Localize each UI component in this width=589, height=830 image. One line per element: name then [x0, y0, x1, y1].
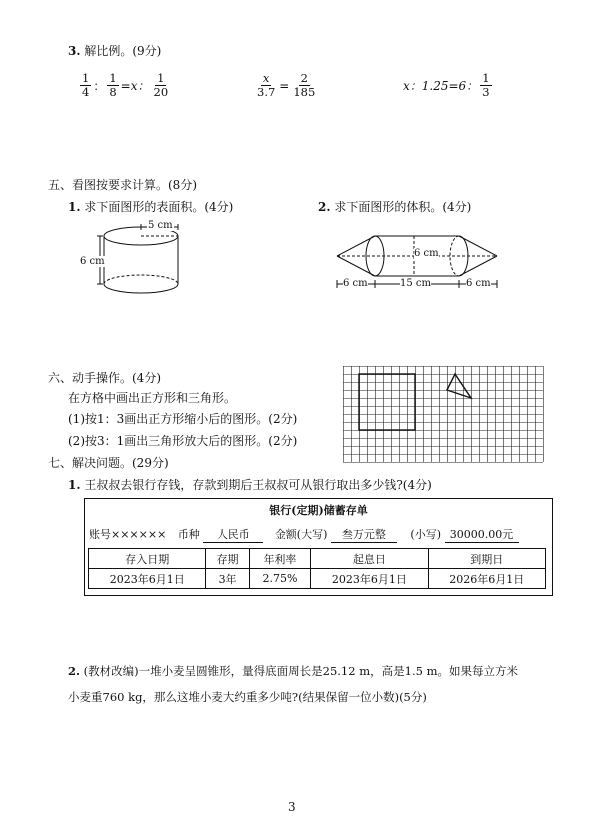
- section7-problem1: [68, 476, 432, 493]
- q3-title: 解比例。(9分): [84, 44, 162, 58]
- equation-text: x：1.25=6：: [403, 79, 479, 94]
- table-cell: 2023年6月1日: [89, 569, 206, 589]
- deposit-receipt: [84, 498, 553, 596]
- table-header: 起息日: [311, 549, 428, 569]
- problem-text: 王叔叔去银行存钱，存款到期后王叔叔可从银行取出多少钱?(4分): [84, 478, 432, 492]
- proportion-equation-2: [255, 72, 317, 99]
- problem-text: (教材改编)一堆小麦呈圆锥形，量得底面周长是25.12 m，高是1.5 m。如果每立方米: [83, 664, 518, 678]
- table-row: [89, 569, 546, 589]
- denominator: 3.7: [257, 85, 276, 100]
- fraction: [255, 72, 277, 99]
- problem-label: 2.: [318, 200, 331, 214]
- numerator: 1: [82, 71, 90, 85]
- q3-heading: [68, 42, 161, 59]
- small-amount-value: 30000.00元: [445, 526, 519, 543]
- section7-problem2-line2: 小麦重760 kg，那么这堆小麦大约重多少吨?(结果保留一位小数)(5分): [68, 690, 427, 704]
- problem-label: 1.: [68, 200, 81, 214]
- receipt-info-line: [89, 526, 519, 543]
- equals-sign: =: [279, 78, 290, 93]
- amount-label: 金额(大写): [274, 528, 328, 541]
- receipt-table: [88, 548, 546, 589]
- ratio-colon: ：: [93, 79, 106, 94]
- problem-text: 求下面图形的体积。(4分): [334, 200, 472, 214]
- denominator: 4: [82, 85, 90, 100]
- section7-problem2-line1: [68, 663, 518, 679]
- numerator: 1: [109, 71, 117, 85]
- table-header: 存入日期: [89, 549, 206, 569]
- table-cell: 2023年6月1日: [311, 569, 428, 589]
- dim-height-label: 6 cm: [414, 248, 439, 259]
- q3-label: 3.: [68, 44, 81, 58]
- dim-right-label: 6 cm: [466, 278, 491, 289]
- numerator: 1: [482, 71, 490, 85]
- fraction: [152, 72, 171, 99]
- numerator: 1: [157, 71, 165, 85]
- equation-mid: =x：: [120, 79, 150, 94]
- section7-title: 七、解决问题。(29分): [48, 456, 169, 470]
- table-cell: 2026年6月1日: [428, 569, 545, 589]
- table-header: 年利率: [249, 549, 310, 569]
- dim-height-label: 6 cm: [80, 256, 105, 267]
- section6-intro: 在方格中画出正方形和三角形。: [68, 391, 237, 405]
- receipt-title: 银行(定期)储蓄存单: [269, 504, 368, 517]
- section5-problem1: [68, 198, 233, 215]
- currency-label: 币种: [177, 528, 200, 541]
- fraction: [480, 72, 491, 99]
- grid-paper: [343, 366, 547, 463]
- denominator: 185: [293, 85, 316, 100]
- table-header: 到期日: [428, 549, 545, 569]
- fraction: [291, 72, 317, 99]
- denominator: 20: [153, 85, 169, 100]
- dim-mid-label: 15 cm: [400, 278, 431, 289]
- section6-item1: (1)按1：3画出正方形缩小后的图形。(2分): [68, 412, 298, 426]
- account-label: 账号××××××: [89, 528, 167, 541]
- table-cell: 2.75%: [249, 569, 310, 589]
- section5-problem2: [318, 198, 471, 215]
- section5-title: 五、看图按要求计算。(8分): [48, 178, 197, 192]
- numerator: x: [262, 71, 270, 85]
- small-amount-label: (小写): [410, 528, 441, 541]
- problem-label: 2.: [68, 664, 81, 678]
- page-number: 3: [288, 800, 296, 814]
- section6-item2: (2)按3：1画出三角形放大后的图形。(2分): [68, 434, 298, 448]
- table-cell: 3年: [206, 569, 249, 589]
- numerator: 2: [300, 71, 308, 85]
- fraction: [107, 72, 118, 99]
- proportion-equation-3: [403, 72, 492, 99]
- currency-value: 人民币: [203, 526, 263, 543]
- denominator: 3: [482, 85, 490, 100]
- section6-title: 六、动手操作。(4分): [48, 371, 161, 385]
- table-header-row: [89, 549, 546, 569]
- dim-radius-label: 5 cm: [148, 220, 173, 231]
- triangle-shape: [447, 374, 471, 398]
- proportion-equation-1: [80, 72, 170, 99]
- denominator: 8: [109, 85, 117, 100]
- dim-left-label: 6 cm: [343, 278, 368, 289]
- fraction: [80, 72, 91, 99]
- problem-label: 1.: [68, 478, 81, 492]
- amount-value: 叁万元整: [331, 526, 397, 543]
- table-header: 存期: [206, 549, 249, 569]
- problem-text: 求下面图形的表面积。(4分): [84, 200, 234, 214]
